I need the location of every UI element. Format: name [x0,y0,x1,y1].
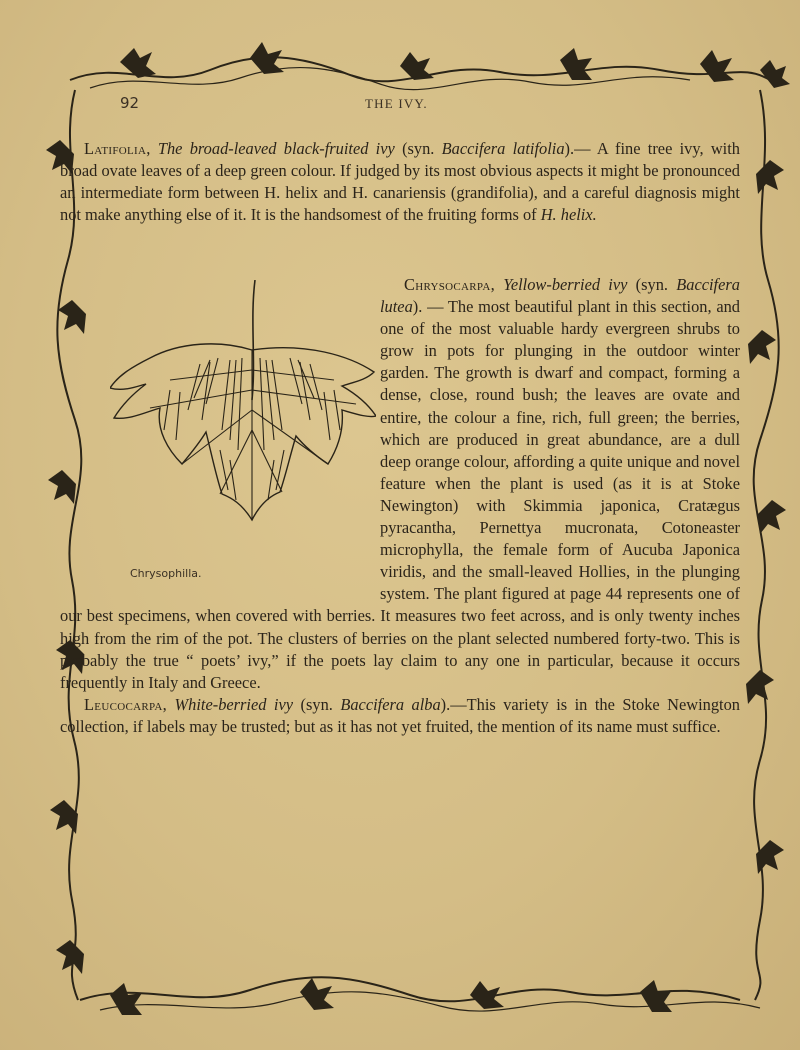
paragraph-body: ). — The most beautiful plant in this section, and one of the most valuable hardy evergreen shrubs to grow in pots for plunging in the outdoor winter garden. The growth is dwarf and compact, forming a dense, close, round bush; the leaves are ovate and entire, the colour a fine, rich, full green; the berries, which are produced in great abundance, are a dull deep orange colour, affording a quite unique and novel feature when the plant is used (as it is at Stoke Newington) with Skimmia japonica, Cratægus pyracantha, Pernettya mucronata, Cotoneaster microphylla, the female form of Aucuba Japonica viridis, and the small-leaved Hollies, in the plunging system. The plant figured at page 44 represents one of our best specimens, when covered with berries. It measures two feet across, and is only twenty inches high from the rim of the pot. The clusters of berries on the plant selected numbered forty-two. This is probably the true “ poets’ ivy,” if the poets lay claim to any one in particular, because it occurs frequently in Italy and Greece. [60,297,740,692]
common-name: White-berried ivy [174,694,294,714]
paragraph-latifolia [60,138,740,226]
figure [60,274,372,594]
common-name: The broad-leaved black-fruited ivy [157,139,395,158]
synonym: Baccifera alba [340,694,441,714]
species-ref: H. helix. [540,205,597,225]
variety-name: Latifolia, [84,139,151,158]
paragraph-chrysocarpa [60,274,740,738]
chrysophilla-leaf-illustration [110,280,376,550]
synonym: Baccifera latifolia [441,139,565,158]
page-header [120,94,680,116]
syn-open: (syn. [300,694,333,714]
figure-caption: Chrysophilla. [130,567,202,580]
running-head: THE IVY. [365,96,428,111]
syn-open: (syn. [635,275,668,294]
paragraph-body: ).—This variety is in the Stoke Newington collection, if labels may be trusted; but as it has not yet fruited, the mention of its name must suffice. [60,694,740,736]
page-number: 92 [120,94,140,112]
variety-name: Chrysocarpa, [404,275,495,294]
synonym: Baccifera lutea [380,275,740,317]
variety-name: Leucocarpa, [84,694,168,714]
syn-open: (syn. [402,139,435,158]
common-name: Yellow-berried ivy [503,275,628,294]
paragraph-body: ).— A fine tree ivy, with broad ovate leaves of a deep green colour. If judged by its most obvious aspects it might be pronounced an intermediate form between H. helix and H. canariensis (grandifolia), and a careful diagnosis might not make anything else of it. It is the handsomest of the fruiting forms of [60,139,740,225]
